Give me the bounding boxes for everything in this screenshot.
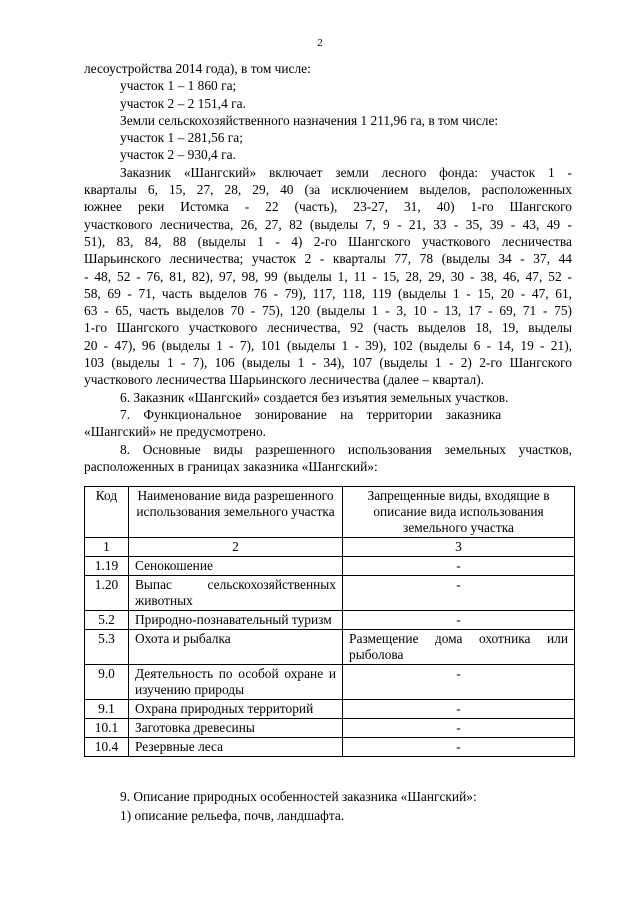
paragraph: участок 1 – 1 860 га; bbox=[120, 78, 237, 94]
paragraph-zoning bbox=[84, 406, 572, 441]
table-row bbox=[85, 576, 575, 611]
cell-use-name: Охрана природных территорий bbox=[129, 700, 343, 719]
cell-use-name: Заготовка древесины bbox=[129, 719, 343, 738]
cell-use-name: Резервные леса bbox=[129, 738, 343, 757]
paragraph: лесоустройства 2014 года), в том числе: bbox=[84, 61, 311, 76]
cell-code: 10.1 bbox=[85, 719, 129, 738]
table-row bbox=[85, 719, 575, 738]
cell-prohibited: - bbox=[343, 557, 575, 576]
text-line: участкового лесничества, 26, 27, 82 (выделы 7, 9 - 21, 33 - 35, 39 - 43, 49 - bbox=[84, 216, 572, 232]
table-row bbox=[85, 700, 575, 719]
closing-section bbox=[84, 787, 572, 825]
column-number: 1 bbox=[85, 538, 129, 557]
cell-code: 1.20 bbox=[85, 576, 129, 611]
text-line: 20 - 47), 96 (выделы 1 - 7), 101 (выделы 1 - 39), 102 (выделы 6 - 14, 19 - 21), bbox=[84, 337, 572, 353]
text-line: 58, 69 - 71, часть выделов 76 - 79), 117, 118, 119 (выделы 1 - 15, 20 - 47, 61, bbox=[84, 285, 572, 301]
page-number: 2 bbox=[317, 37, 323, 49]
permitted-use-table bbox=[84, 486, 575, 757]
text-line: 103 (выделы 1 - 7), 106 (выделы 1 - 34), 107 (выделы 1 - 2) 2-го Шангского bbox=[84, 355, 572, 371]
cell-use-name: Деятельность по особой охране и изучению природы bbox=[129, 665, 343, 700]
paragraph: 6. Заказник «Шангский» создается без изъятия земельных участков. bbox=[120, 389, 509, 405]
cell-prohibited: - bbox=[343, 719, 575, 738]
column-number: 3 bbox=[343, 538, 575, 557]
paragraph: участок 1 – 281,56 га; bbox=[120, 130, 243, 146]
cell-prohibited: - bbox=[343, 700, 575, 719]
table-row bbox=[85, 611, 575, 630]
text-line: Заказник «Шангский» включает земли лесного фонда: участок 1 - bbox=[120, 164, 572, 180]
table-row bbox=[85, 665, 575, 700]
text-line: кварталы 6, 15, 27, 28, 29, 40 (за исключением выделов, расположенных bbox=[84, 182, 572, 198]
text-line: 8. Основные виды разрешенного использования земельных участков, bbox=[120, 441, 572, 457]
paragraph-permitted-use bbox=[84, 441, 572, 476]
text-line: 63 - 65, часть выделов 70 - 75), 120 (выделы 1 - 3, 10 - 13, 17 - 69, 71 - 75) bbox=[84, 303, 572, 319]
cell-prohibited: - bbox=[343, 611, 575, 630]
paragraph: участок 2 – 2 151,4 га. bbox=[120, 95, 246, 111]
table-numbering-row bbox=[85, 538, 575, 557]
cell-prohibited: - bbox=[343, 576, 575, 611]
paragraph-reserve-composition bbox=[84, 164, 572, 389]
document-body bbox=[84, 60, 572, 475]
paragraph: 9. Описание природных особенностей заказника «Шангский»: bbox=[120, 789, 477, 804]
cell-code: 5.2 bbox=[85, 611, 129, 630]
text-line: 7. Функциональное зонирование на территории заказника bbox=[120, 406, 502, 422]
text-line: - 48, 52 - 76, 81, 82), 97, 98, 99 (выделы 1, 11 - 15, 28, 29, 30 - 38, 46, 47, 52 - bbox=[84, 268, 572, 284]
cell-code: 5.3 bbox=[85, 630, 129, 665]
column-header-code: Код bbox=[85, 487, 129, 538]
text-line: участкового лесничества Шарьинского лесничества (далее – квартал). bbox=[84, 372, 484, 388]
cell-prohibited: - bbox=[343, 738, 575, 757]
cell-code: 9.0 bbox=[85, 665, 129, 700]
cell-use-name: Сенокошение bbox=[129, 557, 343, 576]
cell-code: 9.1 bbox=[85, 700, 129, 719]
cell-use-name: Природно-познавательный туризм bbox=[129, 611, 343, 630]
cell-use-name: Выпас сельскохозяйственных животных bbox=[129, 576, 343, 611]
table-row bbox=[85, 738, 575, 757]
cell-code: 10.4 bbox=[85, 738, 129, 757]
cell-use-name: Охота и рыбалка bbox=[129, 630, 343, 665]
column-number: 2 bbox=[129, 538, 343, 557]
cell-code: 1.19 bbox=[85, 557, 129, 576]
table-header-row bbox=[85, 487, 575, 538]
column-header-prohibited: Запрещенные виды, входящие в описание вида использования земельного участка bbox=[343, 487, 575, 538]
text-line: южнее реки Истомка - 22 (часть), 23-27, 31, 40) 1-го Шангского bbox=[84, 199, 572, 215]
text-line: «Шангский» не предусмотрено. bbox=[84, 424, 267, 440]
paragraph: 1) описание рельефа, почв, ландшафта. bbox=[120, 808, 345, 823]
table-row bbox=[85, 557, 575, 576]
cell-prohibited: Размещение дома охотника или рыболова bbox=[343, 630, 575, 665]
column-header-use-name: Наименование вида разрешенного использования земельного участка bbox=[129, 487, 343, 538]
text-line: 1-го Шангского участкового лесничества, 92 (часть выделов 18, 19, выделы bbox=[84, 320, 572, 336]
paragraph: участок 2 – 930,4 га. bbox=[120, 147, 236, 163]
table-row bbox=[85, 630, 575, 665]
text-line: 51), 83, 84, 88 (выделы 1 - 4) 2-го Шангского участкового лесничества bbox=[84, 233, 572, 249]
paragraph: Земли сельскохозяйственного назначения 1 211,96 га, в том числе: bbox=[120, 112, 499, 128]
text-line: расположенных в границах заказника «Шангский»: bbox=[84, 458, 378, 474]
text-line: Шарьинского лесничества; участок 2 - кварталы 77, 78 (выделы 34 - 37, 44 bbox=[84, 251, 572, 267]
cell-prohibited: - bbox=[343, 665, 575, 700]
